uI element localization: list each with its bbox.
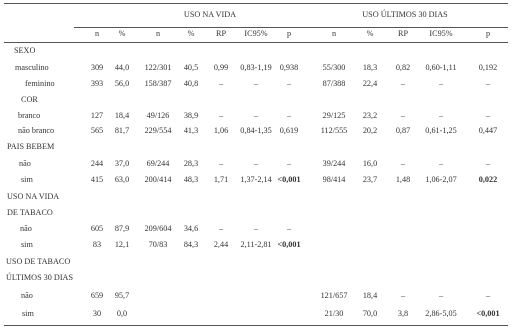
- table-cell: –: [400, 159, 406, 168]
- table-cell: –: [253, 79, 259, 88]
- table-cell: 158/387: [144, 79, 172, 88]
- table-cell: 2,11-2,81: [240, 240, 272, 249]
- table-cell: 83: [92, 240, 102, 249]
- row-label: não: [21, 291, 33, 300]
- table-cell: 112/555: [320, 126, 348, 135]
- row-label: DE TABACO: [7, 208, 53, 217]
- table-cell: 127: [90, 111, 104, 120]
- table-cell: 605: [90, 224, 104, 233]
- column-header: p: [485, 29, 491, 38]
- table-cell: 121/657: [320, 291, 348, 300]
- row-label: sim: [21, 240, 33, 249]
- table-cell: 0,84-1,35: [240, 126, 272, 135]
- table-cell: <0,001: [277, 240, 301, 249]
- table-cell: 0,60-1,11: [425, 63, 457, 72]
- row-label: COR: [21, 95, 38, 104]
- column-header: %: [118, 29, 126, 38]
- table-cell: 0,619: [279, 126, 299, 135]
- table-cell: 12,1: [114, 240, 130, 249]
- column-header: RP: [397, 29, 409, 38]
- table-cell: 0,61-1,25: [425, 126, 457, 135]
- table-cell: 1,71: [213, 175, 229, 184]
- table-cell: 1,06-2,07: [425, 175, 457, 184]
- table-cell: 87/388: [322, 79, 346, 88]
- table-top-rule: [4, 3, 508, 4]
- table-cell: –: [286, 224, 292, 233]
- row-label: não: [20, 224, 32, 233]
- table-cell: 229/554: [144, 126, 172, 135]
- table-cell: –: [253, 159, 259, 168]
- table-cell: 0,192: [478, 63, 498, 72]
- table-cell: 84,3: [183, 240, 199, 249]
- table-cell: 37,0: [114, 159, 130, 168]
- table-cell: 209/604: [144, 224, 172, 233]
- table-cell: 2,44: [213, 240, 229, 249]
- column-header: IC95%: [429, 29, 453, 38]
- row-label: sim: [21, 175, 33, 184]
- table-cell: 23,7: [362, 175, 378, 184]
- table-cell: 0,87: [395, 126, 411, 135]
- table-cell: 44,0: [114, 63, 130, 72]
- table-cell: 3,8: [397, 309, 409, 318]
- table-cell: 565: [90, 126, 104, 135]
- table-cell: –: [438, 159, 444, 168]
- table-cell: –: [438, 79, 444, 88]
- column-header: IC95%: [244, 29, 268, 38]
- table-cell: –: [286, 111, 292, 120]
- group-header-uso-ultimos-30-dias: USO ÚLTIMOS 30 DIAS: [362, 10, 448, 19]
- table-cell: 20,2: [362, 126, 378, 135]
- group-underline-uso-na-vida: [74, 27, 340, 28]
- table-cell: 87,9: [114, 224, 130, 233]
- group-header-uso-na-vida: USO NA VIDA: [183, 10, 237, 19]
- table-cell: 81,7: [114, 126, 130, 135]
- table-cell: –: [218, 79, 224, 88]
- table-cell: –: [400, 79, 406, 88]
- table-cell: –: [438, 111, 444, 120]
- table-cell: 18,4: [114, 111, 130, 120]
- table-cell: –: [485, 111, 491, 120]
- table-cell: 98/414: [322, 175, 346, 184]
- table-cell: 41,3: [183, 126, 199, 135]
- table-cell: –: [286, 79, 292, 88]
- table-cell: –: [218, 111, 224, 120]
- table-cell: –: [400, 111, 406, 120]
- table-cell: 28,3: [183, 159, 199, 168]
- table-cell: –: [485, 159, 491, 168]
- table-cell: 30: [92, 309, 102, 318]
- row-label: masculino: [15, 63, 49, 72]
- table-cell: 40,5: [183, 63, 199, 72]
- column-header: n: [155, 29, 161, 38]
- table-cell: 70,0: [362, 309, 378, 318]
- table-cell: 0,022: [478, 175, 498, 184]
- table-cell: 38,9: [183, 111, 199, 120]
- table-cell: 393: [90, 79, 104, 88]
- table-cell: 34,6: [183, 224, 199, 233]
- table-cell: 0,83-1,19: [240, 63, 272, 72]
- table-cell: 56,0: [114, 79, 130, 88]
- table-cell: 0,0: [116, 309, 128, 318]
- table-cell: 1,48: [395, 175, 411, 184]
- table-cell: 1,37-2,14: [240, 175, 272, 184]
- table-cell: 29/125: [322, 111, 346, 120]
- table-cell: 22,4: [362, 79, 378, 88]
- table-cell: –: [438, 291, 444, 300]
- column-header: %: [187, 29, 195, 38]
- row-label: não: [19, 159, 31, 168]
- header-bottom-rule: [4, 42, 508, 43]
- table-cell: 0,82: [395, 63, 411, 72]
- table-cell: <0,001: [277, 175, 301, 184]
- table-cell: –: [485, 291, 491, 300]
- table-cell: –: [253, 224, 259, 233]
- table-cell: –: [218, 159, 224, 168]
- table-cell: 18,3: [362, 63, 378, 72]
- table-cell: 23,2: [362, 111, 378, 120]
- table-cell: 415: [90, 175, 104, 184]
- row-label: não branco: [18, 126, 55, 135]
- table-cell: 0,447: [478, 126, 498, 135]
- table-cell: 244: [90, 159, 104, 168]
- table-cell: 55/300: [322, 63, 346, 72]
- row-label: sim: [22, 309, 34, 318]
- table-cell: 70/83: [148, 240, 168, 249]
- table-cell: 39/244: [322, 159, 346, 168]
- table-cell: 63,0: [114, 175, 130, 184]
- table-cell: 2,86-5,05: [425, 309, 457, 318]
- table-cell: 95,7: [114, 291, 130, 300]
- table-cell: –: [286, 159, 292, 168]
- column-header: %: [366, 29, 374, 38]
- table-cell: 21/30: [324, 309, 344, 318]
- table-cell: 200/414: [144, 175, 172, 184]
- table-cell: 18,4: [362, 291, 378, 300]
- row-label: SEXO: [14, 46, 36, 55]
- table-cell: 48,3: [183, 175, 199, 184]
- table-cell: –: [253, 111, 259, 120]
- table-cell: 16,0: [362, 159, 378, 168]
- table-cell: 40,8: [183, 79, 199, 88]
- table-cell: <0,001: [476, 309, 500, 318]
- table-cell: 49/126: [146, 111, 170, 120]
- group-underline-uso-ultimos-30-dias: [304, 27, 508, 28]
- column-header: p: [286, 29, 292, 38]
- table-cell: –: [218, 224, 224, 233]
- row-label: PAIS BEBEM: [7, 142, 55, 151]
- table-cell: 0,938: [279, 63, 299, 72]
- table-cell: 659: [90, 291, 104, 300]
- table-cell: 69/244: [146, 159, 170, 168]
- table-cell: 122/301: [144, 63, 172, 72]
- row-label: USO NA VIDA: [7, 192, 60, 201]
- table-cell: 1,06: [213, 126, 229, 135]
- table-cell: 0,99: [213, 63, 229, 72]
- column-header: n: [331, 29, 337, 38]
- row-label: feminino: [25, 79, 55, 88]
- table-bottom-rule: [4, 325, 508, 326]
- row-label: branco: [18, 111, 41, 120]
- table-cell: 309: [90, 63, 104, 72]
- row-label: ÚLTIMOS 30 DIAS: [6, 273, 74, 282]
- row-label: USO DE TABACO: [6, 257, 71, 266]
- column-header: RP: [215, 29, 227, 38]
- table-cell: –: [400, 291, 406, 300]
- column-header: n: [94, 29, 100, 38]
- table-cell: –: [485, 79, 491, 88]
